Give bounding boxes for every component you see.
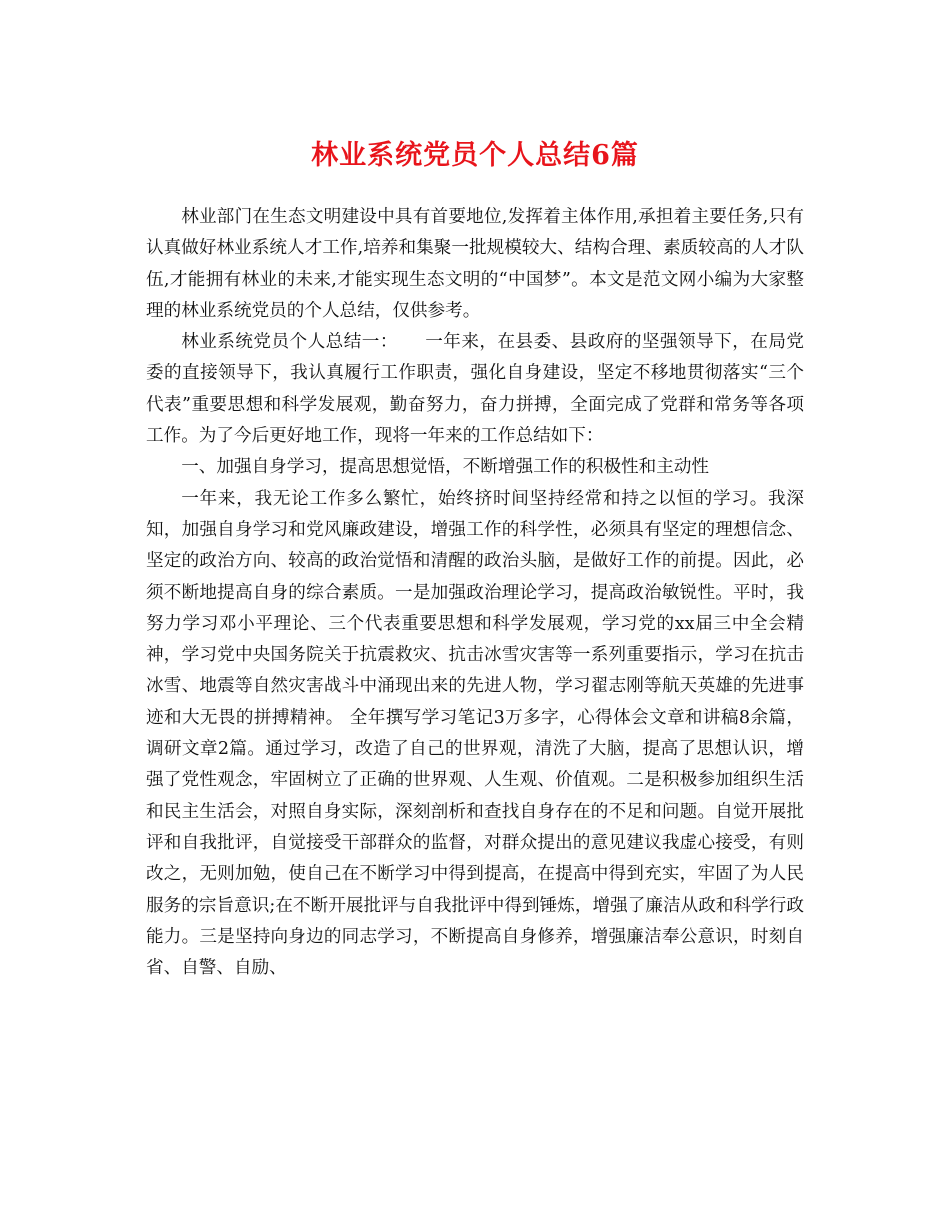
summary-one-paragraph: 林业系统党员个人总结一： 一年来，在县委、县政府的坚强领导下，在局党委的直接领导下，我认真履行工作职责，强化自身建设，坚定不移地贯彻落实“三个代表”重要思想和科学发展观，勤奋努力，奋力拼搏，全面完成了党群和常务等各项工作。为了今后更好地工作，现将一年来的工作总结如下： [146, 332, 804, 447]
document-title: 林业系统党员个人总结6篇 [311, 140, 639, 171]
study-paragraph: 一年来，我无论工作多么繁忙，始终挤时间坚持经常和持之以恒的学习。我深知，加强自身学习和党风廉政建设，增强工作的科学性，必须具有坚定的理想信念、坚定的政治方向、较高的政治觉悟和清醒的政治头脑，是做好工作的前提。因此，必须不断地提高自身的综合素质。一是加强政治理论学习，提高政治敏锐性。平时，我努力学习邓小平理论、三个代表重要思想和科学发展观，学习党的xx届三中全会精神，学习党中央国务院关于抗震救灾、抗击冰雪灾害等一系列重要指示，学习在抗击冰雪、地震等自然灾害战斗中涌现出来的先进人物，学习翟志刚等航天英雄的先进事迹和大无畏的拼搏精神。 全年撰写学习笔记3万多字，心得体会文章和讲稿8余篇，调研文章2篇。通过学习，改造了自己的世界观，清洗了大脑，提高了思想认识，增强了党性观念，牢固树立了正确的世界观、人生观、价值观。二是积极参加组织生活和民主生活会，对照自身实际，深刻剖析和查找自身存在的不足和问题。自觉开展批评和自我批评，自觉接受干部群众的监督，对群众提出的意见建议我虚心接受，有则改之，无则加勉，使自己在不断学习中得到提高，在提高中得到充实，牢固了为人民服务的宗旨意识;在不断开展批评与自我批评中得到锤炼，增强了廉洁从政和科学行政能力。三是坚持向身边的同志学习，不断提高自身修养，增强廉洁奉公意识，时刻自省、自警、自励、 [146, 488, 804, 979]
section-heading: 一、加强自身学习，提高思想觉悟，不断增强工作的积极性和主动性 [181, 457, 710, 478]
document-body [146, 202, 804, 984]
intro-paragraph: 林业部门在生态文明建设中具有首要地位,发挥着主体作用,承担着主要任务,只有认真做好林业系统人才工作,培养和集聚一批规模较大、结构合理、素质较高的人才队伍,才能拥有林业的未来,才能实现生态文明的“中国梦”。本文是范文网小编为大家整理的林业系统党员的个人总结，仅供参考。 [146, 207, 804, 321]
